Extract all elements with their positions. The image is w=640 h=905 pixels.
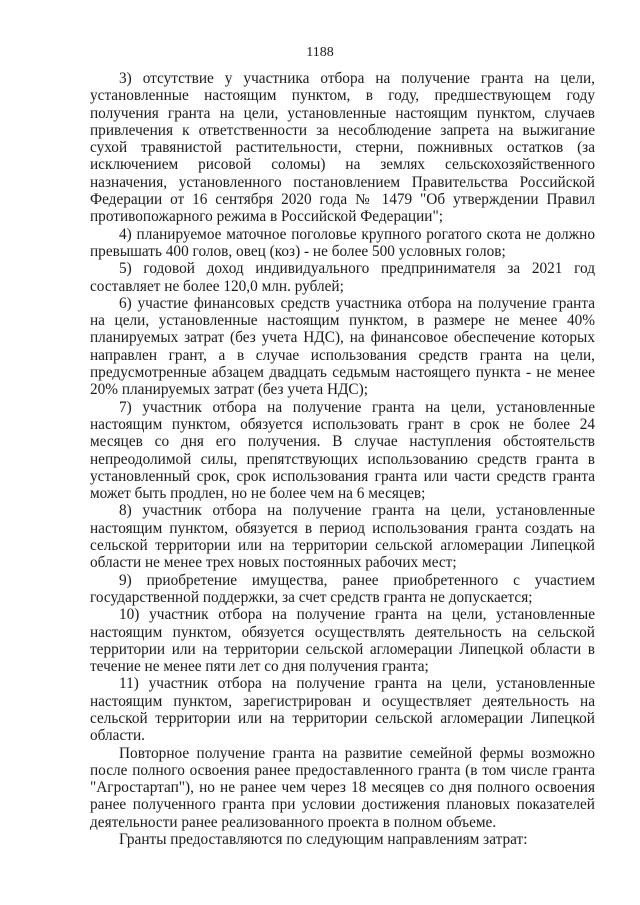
page-number: 1188 <box>306 45 334 60</box>
paragraph-item-7: 7) участник отбора на получение гранта на цели, установленные настоящим пунктом, обязуется использовать грант в срок не более 24 месяцев со дня его получения. В случае наступления обстоятельств непреодолимой силы, препятствующих использованию средств гранта в установленный срок, срок использования гранта или части средств гранта может быть продлен, но не более чем на 6 месяцев; <box>90 398 595 503</box>
document-body <box>90 70 595 848</box>
paragraph-item-9: 9) приобретение имущества, ранее приобретенного с участием государственной поддержки, за счет средств гранта не допускается; <box>90 571 595 606</box>
paragraph-item-3: 3) отсутствие у участника отбора на получение гранта на цели, установленные настоящим пунктом, в году, предшествующем году получения гранта на цели, установленные настоящим пунктом, случаев привлечения к ответственности за несоблюдение запрета на выжигание сухой травянистой растительности, стерни, пожнивных остатков (за исключением рисовой соломы) на землях сельскохозяйственного назначения, установленного постановлением Правительства Российской Федерации от 16 сентября 2020 года № 1479 "Об утверждении Правил противопожарного режима в Российской Федерации"; <box>90 70 595 226</box>
paragraph-item-6: 6) участие финансовых средств участника отбора на получение гранта на цели, установленные настоящим пунктом, в размере не менее 40% планируемых затрат (без учета НДС), на финансовое обеспечение которых направлен грант, а в случае использования средств гранта на цели, предусмотренные абзацем двадцать седьмым настоящего пункта - не менее 20% планируемых затрат (без учета НДС); <box>90 294 595 399</box>
paragraph-item-4: 4) планируемое маточное поголовье крупного рогатого скота не должно превышать 400 голов, овец (коз) - не более 500 условных голов; <box>90 225 595 260</box>
paragraph-item-5: 5) годовой доход индивидуального предпринимателя за 2021 год составляет не более 120,0 млн. рублей; <box>90 260 595 295</box>
paragraph-item-8: 8) участник отбора на получение гранта на цели, установленные настоящим пунктом, обязуется в период использования гранта создать на сельской территории или на территории сельской агломерации Липецкой области не менее трех новых постоянных рабочих мест; <box>90 502 595 572</box>
paragraph-item-10: 10) участник отбора на получение гранта на цели, установленные настоящим пунктом, обязуется осуществлять деятельность на сельской территории или на территории сельской агломерации Липецкой области в течение не менее пяти лет со дня получения гранта; <box>90 606 595 676</box>
paragraph-repeat-grant: Повторное получение гранта на развитие семейной фермы возможно после полного освоения ранее предоставленного гранта (в том числе гранта "Агростартап"), но не ранее чем через 18 месяцев со дня полного освоения ранее полученного гранта при условии достижения плановых показателей деятельности ранее реализованного проекта в полном объеме. <box>90 744 595 831</box>
paragraph-item-11: 11) участник отбора на получение гранта на цели, установленные настоящим пунктом, зарегистрирован и осуществляет деятельность на сельской территории или на территории сельской агломерации Липецкой области. <box>90 675 595 745</box>
paragraph-grant-directions: Гранты предоставляются по следующим направлениям затрат: <box>119 831 528 849</box>
